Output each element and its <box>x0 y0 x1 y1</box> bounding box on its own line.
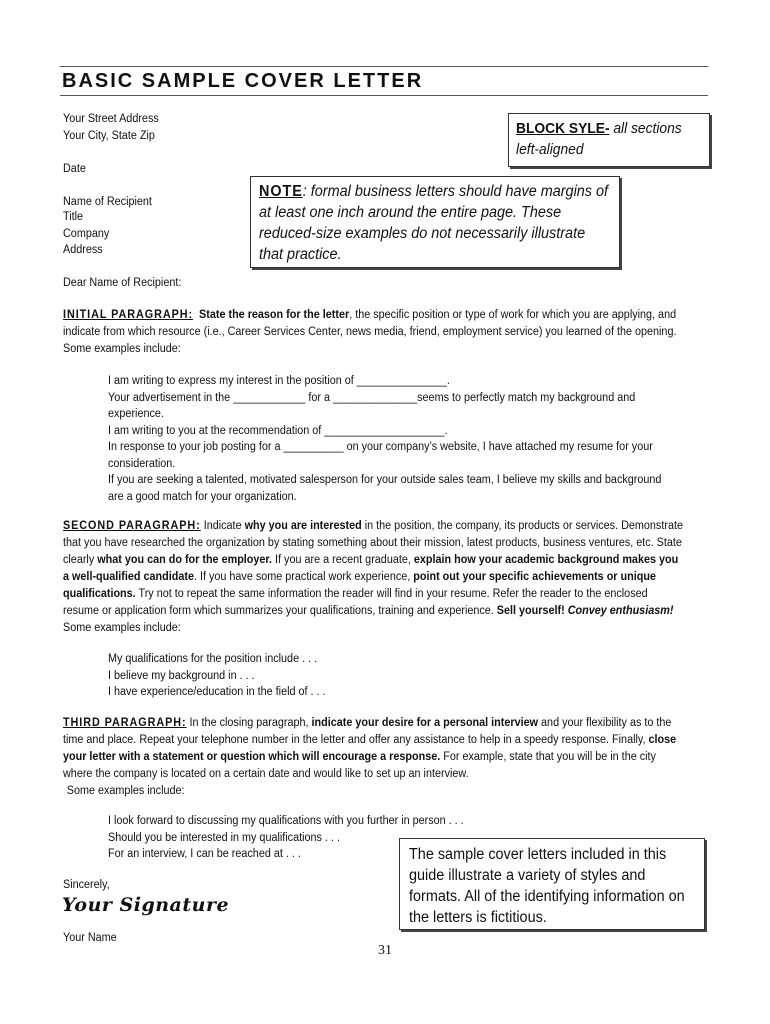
second-paragraph-bold-italic: Convey enthusiasm! <box>567 605 674 617</box>
initial-example-line: experience. <box>108 408 164 420</box>
second-paragraph-text: If you are a recent graduate, <box>272 554 414 566</box>
note-line-2: at least one inch around the entire page. These <box>259 204 562 221</box>
closing: Sincerely, <box>63 879 110 891</box>
third-example-line: For an interview, I can be reached at . . . <box>108 848 301 860</box>
initial-example-line: consideration. <box>108 457 176 470</box>
note-heading: NOTE <box>259 183 303 200</box>
note-line-4: that practice. <box>259 246 342 263</box>
second-paragraph-bold: explain how your academic background makes you a well-qualified candidate <box>63 554 679 583</box>
second-example-line: My qualifications for the position include . . . <box>108 653 318 665</box>
initial-paragraph-text: , the specific position or type of work for which you are applying, and indicate from which resource (i.e., Career Services Center, news media, friend, employment service) you learned of the opening. Some examples include: <box>63 309 677 355</box>
closing-note-line-3: formats. All of the identifying information on <box>409 888 685 905</box>
block-style-note <box>508 113 710 167</box>
recipient-name: Name of Recipient <box>63 196 152 208</box>
margin-note-box <box>250 176 620 268</box>
second-paragraph-bold: Sell yourself! <box>496 605 565 617</box>
initial-example-line: In response to your job posting for a __________ on your company’s website, I have attached my resume for your <box>108 441 653 453</box>
second-paragraph-label: SECOND PARAGRAPH: <box>63 520 201 532</box>
third-paragraph-label: THIRD PARAGRAPH: <box>63 717 187 729</box>
second-paragraph-bold: what you can do for the employer. <box>97 554 273 566</box>
third-example-line: Should you be interested in my qualifications . . . <box>108 831 340 844</box>
second-paragraph-text: Some examples include: <box>63 622 181 634</box>
initial-example-line: I am writing to you at the recommendation of ____________________. <box>108 424 448 437</box>
letter-date: Date <box>63 163 86 175</box>
sender-street: Your Street Address <box>63 113 159 125</box>
third-paragraph-bold: indicate your desire for a personal interview <box>311 717 539 729</box>
block-style-heading: BLOCK SYLE- <box>516 120 610 137</box>
salutation: Dear Name of Recipient: <box>63 277 182 289</box>
second-examples <box>108 651 691 701</box>
third-paragraph-text: For example, state that you will be in the city where the company is located on a certain date and would like to set up an interview. <box>63 751 656 780</box>
third-paragraph-text: In the closing paragraph, <box>186 717 312 729</box>
signature: Your Signature <box>62 894 230 916</box>
page-number: 31 <box>378 943 392 958</box>
fictitious-info-note <box>399 838 705 930</box>
closing-note-line-2: guide illustrate a variety of styles and <box>409 867 646 884</box>
second-example-line: I have experience/education in the field of . . . <box>108 686 326 698</box>
second-paragraph-bold: point out your specific achievements or unique qualifications. <box>63 571 656 600</box>
closing-note-line-1: The sample cover letters included in this <box>409 846 667 863</box>
third-paragraph-examples-intro: Some examples include: <box>66 785 185 797</box>
third-paragraph-bold: close your letter with a statement or question which will encourage a response. <box>63 734 677 763</box>
block-style-text-2: left-aligned <box>516 141 584 158</box>
closing-note-line-4: the letters is fictitious. <box>409 909 547 926</box>
third-example-line: I look forward to discussing my qualifications with you further in person . . . <box>108 815 464 827</box>
page-title: BASIC SAMPLE COVER LETTER <box>62 70 424 92</box>
second-paragraph-bold: why you are interested <box>244 520 362 532</box>
sender-city: Your City, State Zip <box>63 130 155 142</box>
second-paragraph-text: Try not to repeat the same information the reader will find in your resume. Refer the reader to the enclosed resume or application form which summarizes your qualifications, training and experience. <box>63 588 648 617</box>
second-paragraph-text: . If you have some practical work experience, <box>193 571 414 583</box>
initial-example-line: are a good match for your organization. <box>108 490 297 503</box>
initial-paragraph-label: INITIAL PARAGRAPH: <box>63 309 194 321</box>
title-rule <box>60 95 708 96</box>
initial-examples <box>108 373 691 505</box>
sender-name: Your Name <box>63 932 117 944</box>
block-style-text-1: all sections <box>609 120 682 137</box>
second-paragraph-text: in the position, the company, its products or services. Demonstrate that you have researched the organization by stating something about their mission, latest products, business ventures, etc. State clearly <box>63 520 683 566</box>
initial-example-line: I am writing to express my interest in the position of _______________. <box>108 375 450 387</box>
initial-example-line: Your advertisement in the ____________ for a ______________seems to perfectly match my background and <box>108 391 636 404</box>
third-paragraph <box>63 715 683 800</box>
note-line-3: reduced-size examples do not necessarily illustrate <box>259 225 586 242</box>
second-paragraph <box>63 518 683 637</box>
top-rule <box>60 66 708 67</box>
second-example-line: I believe my background in . . . <box>108 669 255 682</box>
initial-example-line: If you are seeking a talented, motivated salesperson for your outside sales team, I believe my skills and background <box>108 474 662 486</box>
recipient-address: Address <box>63 244 103 256</box>
initial-paragraph-bold: State the reason for the letter <box>199 309 350 321</box>
third-paragraph-text: and your flexibility as to the time and place. Repeat your telephone number in the letter and offer any assistance to help in a speedy response. Finally, <box>63 717 672 746</box>
recipient-title: Title <box>63 211 84 223</box>
recipient-company: Company <box>63 228 110 240</box>
note-line-1: : formal business letters should have margins of <box>302 183 609 200</box>
second-paragraph-text: Indicate <box>200 520 245 532</box>
initial-paragraph <box>63 307 683 358</box>
